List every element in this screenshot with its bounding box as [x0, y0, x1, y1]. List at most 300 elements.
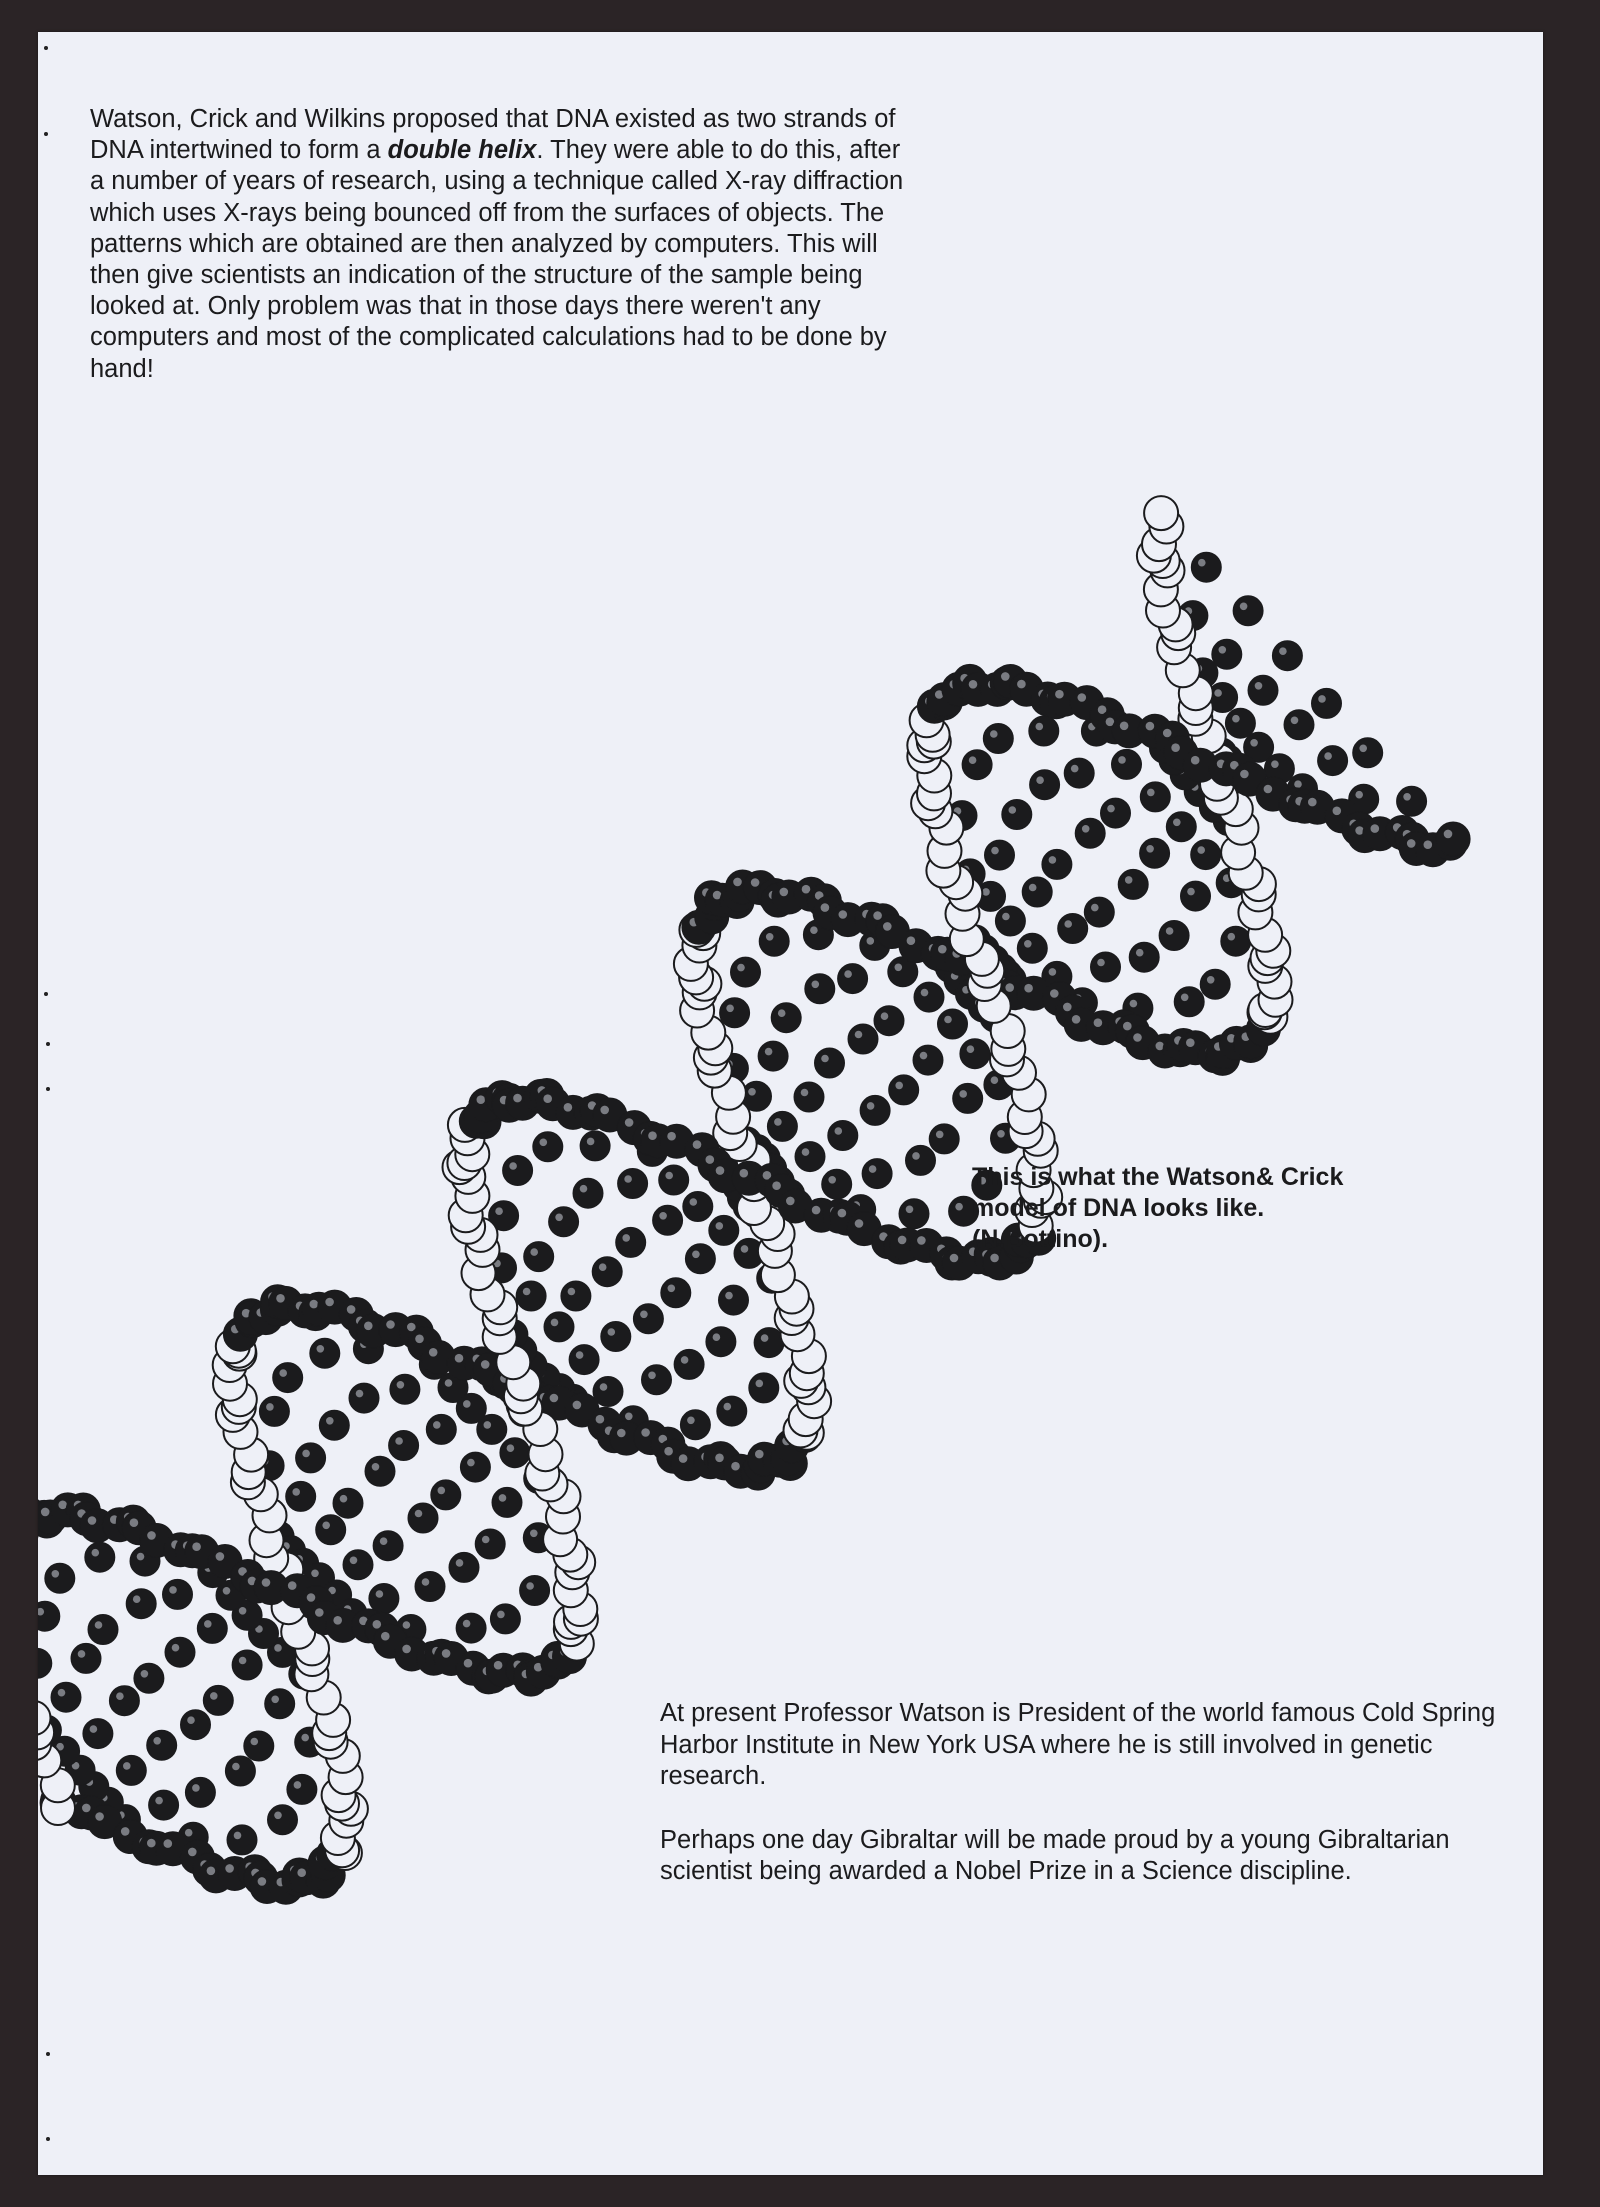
atom-highlight	[596, 1415, 605, 1424]
base-pair-atom	[1084, 897, 1114, 927]
atom-highlight	[433, 1421, 441, 1429]
atom-highlight	[1118, 756, 1126, 764]
atom-highlight	[192, 1542, 201, 1551]
atom-highlight	[192, 1784, 200, 1792]
base-pair-atom	[795, 1142, 825, 1172]
atom-highlight	[724, 1403, 732, 1411]
atom-highlight	[147, 1531, 156, 1540]
base-pair-atom	[1042, 849, 1072, 879]
atom-highlight	[648, 1372, 656, 1380]
base-pair-atom	[88, 1615, 118, 1645]
atom-highlight	[1163, 729, 1172, 738]
binder-hole-mark	[44, 46, 48, 50]
base-pair-atom	[1058, 914, 1088, 944]
base-pair-atom	[477, 1414, 507, 1444]
atom-highlight	[1029, 884, 1037, 892]
atom-highlight	[967, 1045, 975, 1053]
atom-highlight	[802, 1148, 810, 1156]
atom-highlight	[617, 1429, 626, 1438]
base-pair-atom	[815, 1048, 845, 1078]
atom-highlight	[713, 1333, 721, 1341]
base-pair-atom	[674, 1349, 704, 1379]
atom-highlight	[765, 1048, 773, 1056]
base-pair-atom	[244, 1731, 274, 1761]
atom-highlight	[232, 1763, 240, 1771]
base-pair-atom	[369, 1584, 399, 1614]
atom-highlight	[499, 1494, 507, 1502]
atom-highlight	[325, 1298, 334, 1307]
base-pair-atom	[45, 1563, 75, 1593]
atom-highlight	[1250, 739, 1258, 747]
atom-highlight	[415, 1335, 424, 1344]
atom-highlight	[153, 1737, 161, 1745]
atom-highlight	[1063, 1003, 1072, 1012]
base-pair-atom	[685, 1244, 715, 1274]
atom-highlight	[376, 1590, 384, 1598]
atom-highlight	[429, 1348, 438, 1357]
base-pair-atom	[1181, 881, 1211, 911]
atom-highlight	[867, 1102, 875, 1110]
atom-highlight	[991, 847, 999, 855]
atom-highlight	[326, 1417, 334, 1425]
atom-highlight	[204, 1620, 212, 1628]
atom-highlight	[1097, 959, 1105, 967]
atom-highlight	[1009, 806, 1017, 814]
atom-highlight	[302, 1450, 310, 1458]
atom-highlight	[1424, 840, 1433, 849]
atom-highlight	[681, 1356, 689, 1364]
atom-highlight	[1082, 825, 1090, 833]
atom-highlight	[659, 1212, 667, 1220]
base-pair-atom	[520, 1576, 550, 1606]
atom-highlight	[258, 1877, 267, 1886]
base-pair-atom	[163, 1579, 193, 1609]
base-pair-atom	[1166, 812, 1196, 842]
base-pair-atom	[906, 1145, 936, 1175]
atom-highlight	[347, 1305, 356, 1314]
atom-highlight	[422, 1578, 430, 1586]
base-pair-atom	[1112, 749, 1142, 779]
atom-highlight	[223, 1587, 231, 1595]
atom-highlight	[883, 922, 892, 931]
atom-highlight	[855, 1031, 863, 1039]
atom-highlight	[881, 1012, 889, 1020]
base-pair-atom	[838, 964, 868, 994]
atom-highlight	[1091, 904, 1099, 912]
base-pair-atom	[38, 1648, 52, 1678]
atom-highlight	[766, 933, 774, 941]
atom-highlight	[41, 1508, 50, 1517]
base-pair-atom	[449, 1552, 479, 1582]
atom-highlight	[523, 1288, 531, 1296]
atom-highlight	[917, 1236, 926, 1245]
atom-highlight	[497, 1611, 505, 1619]
atom-highlight	[955, 1203, 963, 1211]
atom-highlight	[1136, 949, 1144, 957]
atom-highlight	[1228, 933, 1236, 941]
closing-section	[660, 1698, 1500, 1920]
base-pair-atom	[1091, 952, 1121, 982]
atom-highlight	[641, 1428, 650, 1437]
base-pair-atom	[126, 1589, 156, 1619]
base-pair-atom	[914, 982, 944, 1012]
atom-highlight	[778, 1009, 786, 1017]
atom-highlight	[733, 878, 742, 887]
atom-highlight	[1120, 722, 1129, 731]
atom-highlight	[664, 1447, 673, 1456]
atom-highlight	[315, 1608, 324, 1617]
base-pair-atom	[754, 1328, 784, 1358]
atom-highlight	[116, 1692, 124, 1700]
atom-highlight	[271, 1696, 279, 1704]
atom-highlight	[322, 1522, 330, 1530]
atom-highlight	[828, 1176, 836, 1184]
atom-highlight	[1207, 976, 1215, 984]
atom-highlight	[938, 945, 947, 954]
atom-highlight	[895, 1082, 903, 1090]
atom-highlight	[944, 1016, 952, 1024]
atom-highlight	[481, 1360, 490, 1369]
atom-highlight	[397, 1381, 405, 1389]
base-pair-atom	[1318, 746, 1348, 776]
base-pair-atom	[116, 1755, 146, 1785]
base-pair-atom	[938, 1009, 968, 1039]
atom-highlight	[821, 1055, 829, 1063]
atom-highlight	[801, 1089, 809, 1097]
binder-hole-mark	[46, 1087, 50, 1091]
atom-highlight	[991, 1076, 999, 1084]
atom-highlight	[147, 1839, 156, 1848]
atom-highlight	[350, 1557, 358, 1565]
base-pair-atom	[287, 1774, 317, 1804]
atom-highlight	[467, 1459, 475, 1467]
atom-highlight	[573, 1401, 582, 1410]
atom-highlight	[185, 1829, 193, 1837]
base-pair-atom	[549, 1207, 579, 1237]
atom-highlight	[982, 888, 990, 896]
atom-highlight	[568, 1288, 576, 1296]
atom-highlight	[58, 1689, 66, 1697]
base-pair-atom	[794, 1082, 824, 1112]
atom-highlight	[1197, 846, 1205, 854]
base-pair-atom	[165, 1637, 195, 1667]
base-pair-atom	[1129, 942, 1159, 972]
base-pair-atom	[296, 1443, 326, 1473]
atom-highlight	[292, 1488, 300, 1496]
base-pair-atom	[490, 1604, 520, 1634]
atom-highlight	[188, 1848, 197, 1857]
atom-highlight	[1279, 647, 1287, 655]
base-pair-atom	[1212, 639, 1242, 669]
gibraltar-nobel-paragraph: Perhaps one day Gibraltar will be made proud by a young Gibraltarian scientist being awarded a Nobel Prize in a Science discipline.	[660, 1825, 1450, 1885]
base-pair-atom	[83, 1719, 113, 1749]
base-pair-atom	[1159, 921, 1189, 951]
base-pair-atom	[889, 1075, 919, 1105]
atom-highlight	[600, 1383, 608, 1391]
atom-highlight	[276, 1294, 285, 1303]
base-pair-atom	[524, 1242, 554, 1272]
atom-highlight	[969, 756, 977, 764]
atom-highlight	[576, 1351, 584, 1359]
atom-highlight	[1036, 723, 1044, 731]
base-pair-atom	[1272, 641, 1302, 671]
atom-highlight	[716, 1222, 724, 1230]
base-pair-atom	[1022, 877, 1052, 907]
base-pair-atom	[653, 1205, 683, 1235]
caption-line-3: (N.Bottino).	[972, 1225, 1109, 1253]
atom-highlight	[92, 1549, 100, 1557]
atom-highlight	[52, 1570, 60, 1578]
base-pair-atom	[1191, 552, 1221, 582]
atom-highlight	[936, 1131, 944, 1139]
binder-hole-mark	[44, 992, 48, 996]
base-pair-atom	[1200, 969, 1230, 999]
atom-highlight	[599, 1263, 607, 1271]
base-pair-atom	[960, 1039, 990, 1069]
atom-highlight	[625, 1413, 633, 1421]
atom-highlight	[317, 1345, 325, 1353]
atom-highlight	[530, 1248, 538, 1256]
atom-highlight	[445, 1379, 453, 1387]
atom-highlight	[912, 1152, 920, 1160]
atom-highlight	[1371, 824, 1380, 833]
base-pair-atom	[516, 1281, 546, 1311]
atom-highlight	[906, 1206, 914, 1214]
atom-highlight	[90, 1725, 98, 1733]
binder-hole-mark	[46, 2052, 50, 2056]
atom-highlight	[340, 1495, 348, 1503]
atom-highlight	[1171, 743, 1180, 752]
base-pair-atom	[460, 1452, 490, 1482]
atom-highlight	[279, 1369, 287, 1377]
atom-highlight	[513, 1094, 522, 1103]
atom-highlight	[1403, 793, 1411, 801]
base-pair-atom	[985, 840, 1015, 870]
atom-highlight	[1214, 689, 1222, 697]
atom-highlight	[395, 1437, 403, 1445]
atom-highlight	[1240, 770, 1249, 779]
atom-highlight	[838, 1209, 847, 1218]
base-pair-atom	[616, 1227, 646, 1257]
atom-highlight	[239, 1607, 247, 1615]
atom-highlight	[1107, 805, 1115, 813]
atom-highlight	[997, 1130, 1005, 1138]
caption-line-2: model of DNA looks like.	[972, 1194, 1265, 1222]
atom-highlight	[310, 1300, 319, 1309]
atom-highlight	[693, 1140, 702, 1149]
base-pair-atom	[1353, 738, 1383, 768]
atom-highlight	[207, 1867, 216, 1876]
atom-highlight	[780, 888, 789, 897]
atom-highlight	[580, 1185, 588, 1193]
base-pair-atom	[415, 1572, 445, 1602]
atom-highlight	[442, 1649, 451, 1658]
atom-highlight	[402, 1645, 411, 1654]
atom-highlight	[234, 1832, 242, 1840]
atom-highlight	[311, 1570, 319, 1578]
base-pair-atom	[822, 1169, 852, 1199]
atom-highlight	[692, 1251, 700, 1259]
atom-highlight	[1133, 1033, 1142, 1042]
atom-highlight	[726, 1005, 734, 1013]
atom-highlight	[1291, 717, 1299, 725]
atom-highlight	[1324, 752, 1332, 760]
atom-highlight	[1125, 876, 1133, 884]
base-pair-atom	[408, 1503, 438, 1533]
base-pair-atom	[310, 1338, 340, 1368]
base-pair-atom	[953, 1083, 983, 1113]
atom-highlight	[1049, 856, 1057, 864]
watson-president-paragraph: At present Professor Watson is President of the world famous Cold Spring Harbor Institute in New York USA where he is still involved in genetic research.	[660, 1699, 1496, 1790]
base-pair-atom	[706, 1327, 736, 1357]
base-pair-atom	[319, 1410, 349, 1440]
atom-highlight	[1318, 695, 1326, 703]
atom-highlight	[239, 1657, 247, 1665]
atom-highlight	[755, 1450, 764, 1459]
atom-highlight	[969, 680, 978, 689]
base-pair-atom	[720, 998, 750, 1028]
base-pair-atom	[431, 1480, 461, 1510]
atom-highlight	[373, 1620, 382, 1629]
backbone-strand-b-atom	[1436, 822, 1470, 856]
atom-highlight	[82, 1804, 91, 1813]
atom-highlight	[687, 1417, 695, 1425]
intro-text-start: Watson, Crick and Wilkins proposed that DNA existed as two strands of DNA intertwined to form a	[90, 105, 896, 165]
atom-highlight	[403, 1621, 411, 1629]
base-pair-atom	[1221, 926, 1251, 956]
base-pair-atom	[349, 1383, 379, 1413]
atom-highlight	[1294, 780, 1302, 788]
base-pair-atom	[492, 1487, 522, 1517]
atom-highlight	[130, 1518, 139, 1527]
base-pair-atom	[85, 1542, 115, 1572]
atom-highlight	[1308, 798, 1317, 807]
atom-highlight	[898, 1236, 907, 1245]
base-pair-atom	[573, 1178, 603, 1208]
atom-highlight	[869, 1165, 877, 1173]
base-pair-atom	[771, 1003, 801, 1033]
atom-highlight	[1271, 760, 1279, 768]
atom-highlight	[1002, 913, 1010, 921]
atom-highlight	[1049, 968, 1057, 976]
base-pair-atom	[680, 1410, 710, 1440]
atom-highlight	[715, 1454, 724, 1463]
atom-highlight	[78, 1650, 86, 1658]
base-pair-atom	[962, 750, 992, 780]
binder-hole-mark	[44, 132, 48, 136]
atom-highlight	[1017, 680, 1026, 689]
atom-highlight	[600, 1106, 609, 1115]
backbone-strand-a-atom	[1144, 496, 1178, 530]
atom-highlight	[774, 1118, 782, 1126]
atom-highlight	[262, 1578, 271, 1587]
atom-highlight	[484, 1421, 492, 1429]
base-pair-atom	[860, 1095, 890, 1125]
atom-highlight	[550, 1394, 559, 1403]
atom-highlight	[1255, 682, 1263, 690]
atom-highlight	[667, 1132, 676, 1141]
atom-highlight	[95, 1812, 104, 1821]
base-pair-atom	[149, 1790, 179, 1820]
atom-highlight	[216, 1552, 225, 1561]
base-pair-atom	[203, 1685, 233, 1715]
atom-highlight	[1198, 559, 1206, 567]
atom-highlight	[251, 1738, 259, 1746]
atom-highlight	[648, 1131, 657, 1140]
atom-highlight	[288, 1581, 297, 1590]
intro-text-end: . They were able to do this, after a number of years of research, using a technique called X-ray diffraction which uses X-rays being bounced off from the surfaces of objects. The patterns which are obtained are then analyzed by computers. This will then give scientists an indication of the structure of the sample being looked at. Only problem was that in those days there weren't any computers and most of the complicated calculations had to be done by hand!	[90, 136, 904, 383]
base-pair-atom	[1064, 758, 1094, 788]
atom-highlight	[761, 1334, 769, 1342]
atom-highlight	[274, 1644, 282, 1652]
atom-highlight	[835, 1127, 843, 1135]
base-pair-atom	[759, 926, 789, 956]
base-pair-atom	[828, 1121, 858, 1151]
base-pair-atom	[1225, 708, 1255, 738]
atom-highlight	[844, 970, 852, 978]
base-pair-atom	[109, 1686, 139, 1716]
atom-highlight	[1036, 776, 1044, 784]
atom-highlight	[812, 1206, 821, 1215]
atom-highlight	[477, 1095, 486, 1104]
base-pair-atom	[749, 1373, 779, 1403]
atom-highlight	[1359, 745, 1367, 753]
binder-hole-mark	[46, 2137, 50, 2141]
base-pair-atom	[1017, 933, 1047, 963]
atom-highlight	[169, 1586, 177, 1594]
atom-highlight	[88, 1516, 97, 1525]
atom-highlight	[622, 1234, 630, 1242]
base-pair-atom	[618, 1169, 648, 1199]
atom-highlight	[509, 1162, 517, 1170]
atom-highlight	[172, 1644, 180, 1652]
atom-highlight	[1355, 791, 1363, 799]
atom-highlight	[706, 1155, 715, 1164]
atom-highlight	[415, 1510, 423, 1518]
base-pair-atom	[389, 1431, 419, 1461]
atom-highlight	[187, 1716, 195, 1724]
base-pair-atom	[1312, 688, 1342, 718]
atom-highlight	[950, 1254, 959, 1263]
base-pair-atom	[286, 1481, 316, 1511]
base-pair-atom	[227, 1825, 257, 1855]
atom-highlight	[438, 1487, 446, 1495]
base-pair-atom	[373, 1531, 403, 1561]
base-pair-atom	[259, 1396, 289, 1426]
atom-highlight	[141, 1670, 149, 1678]
atom-highlight	[1071, 765, 1079, 773]
atom-highlight	[564, 1103, 573, 1112]
atom-highlight	[625, 1118, 634, 1127]
atom-highlight	[668, 1285, 676, 1293]
base-pair-atom	[1118, 869, 1148, 899]
base-pair-atom	[1075, 818, 1105, 848]
base-pair-atom	[503, 1156, 533, 1186]
base-pair-atom	[899, 1199, 929, 1229]
base-pair-atom	[580, 1131, 610, 1161]
atom-highlight	[530, 1530, 538, 1538]
base-pair-atom	[862, 1159, 892, 1189]
atom-highlight	[1123, 1022, 1132, 1031]
base-pair-atom	[683, 1192, 713, 1222]
base-pair-atom	[717, 1396, 747, 1426]
atom-highlight	[210, 1692, 218, 1700]
base-pair-atom	[1101, 798, 1131, 828]
atom-highlight	[1024, 984, 1033, 993]
atom-highlight	[1050, 989, 1059, 998]
atom-highlight	[455, 1354, 464, 1363]
base-pair-atom	[500, 1438, 530, 1468]
